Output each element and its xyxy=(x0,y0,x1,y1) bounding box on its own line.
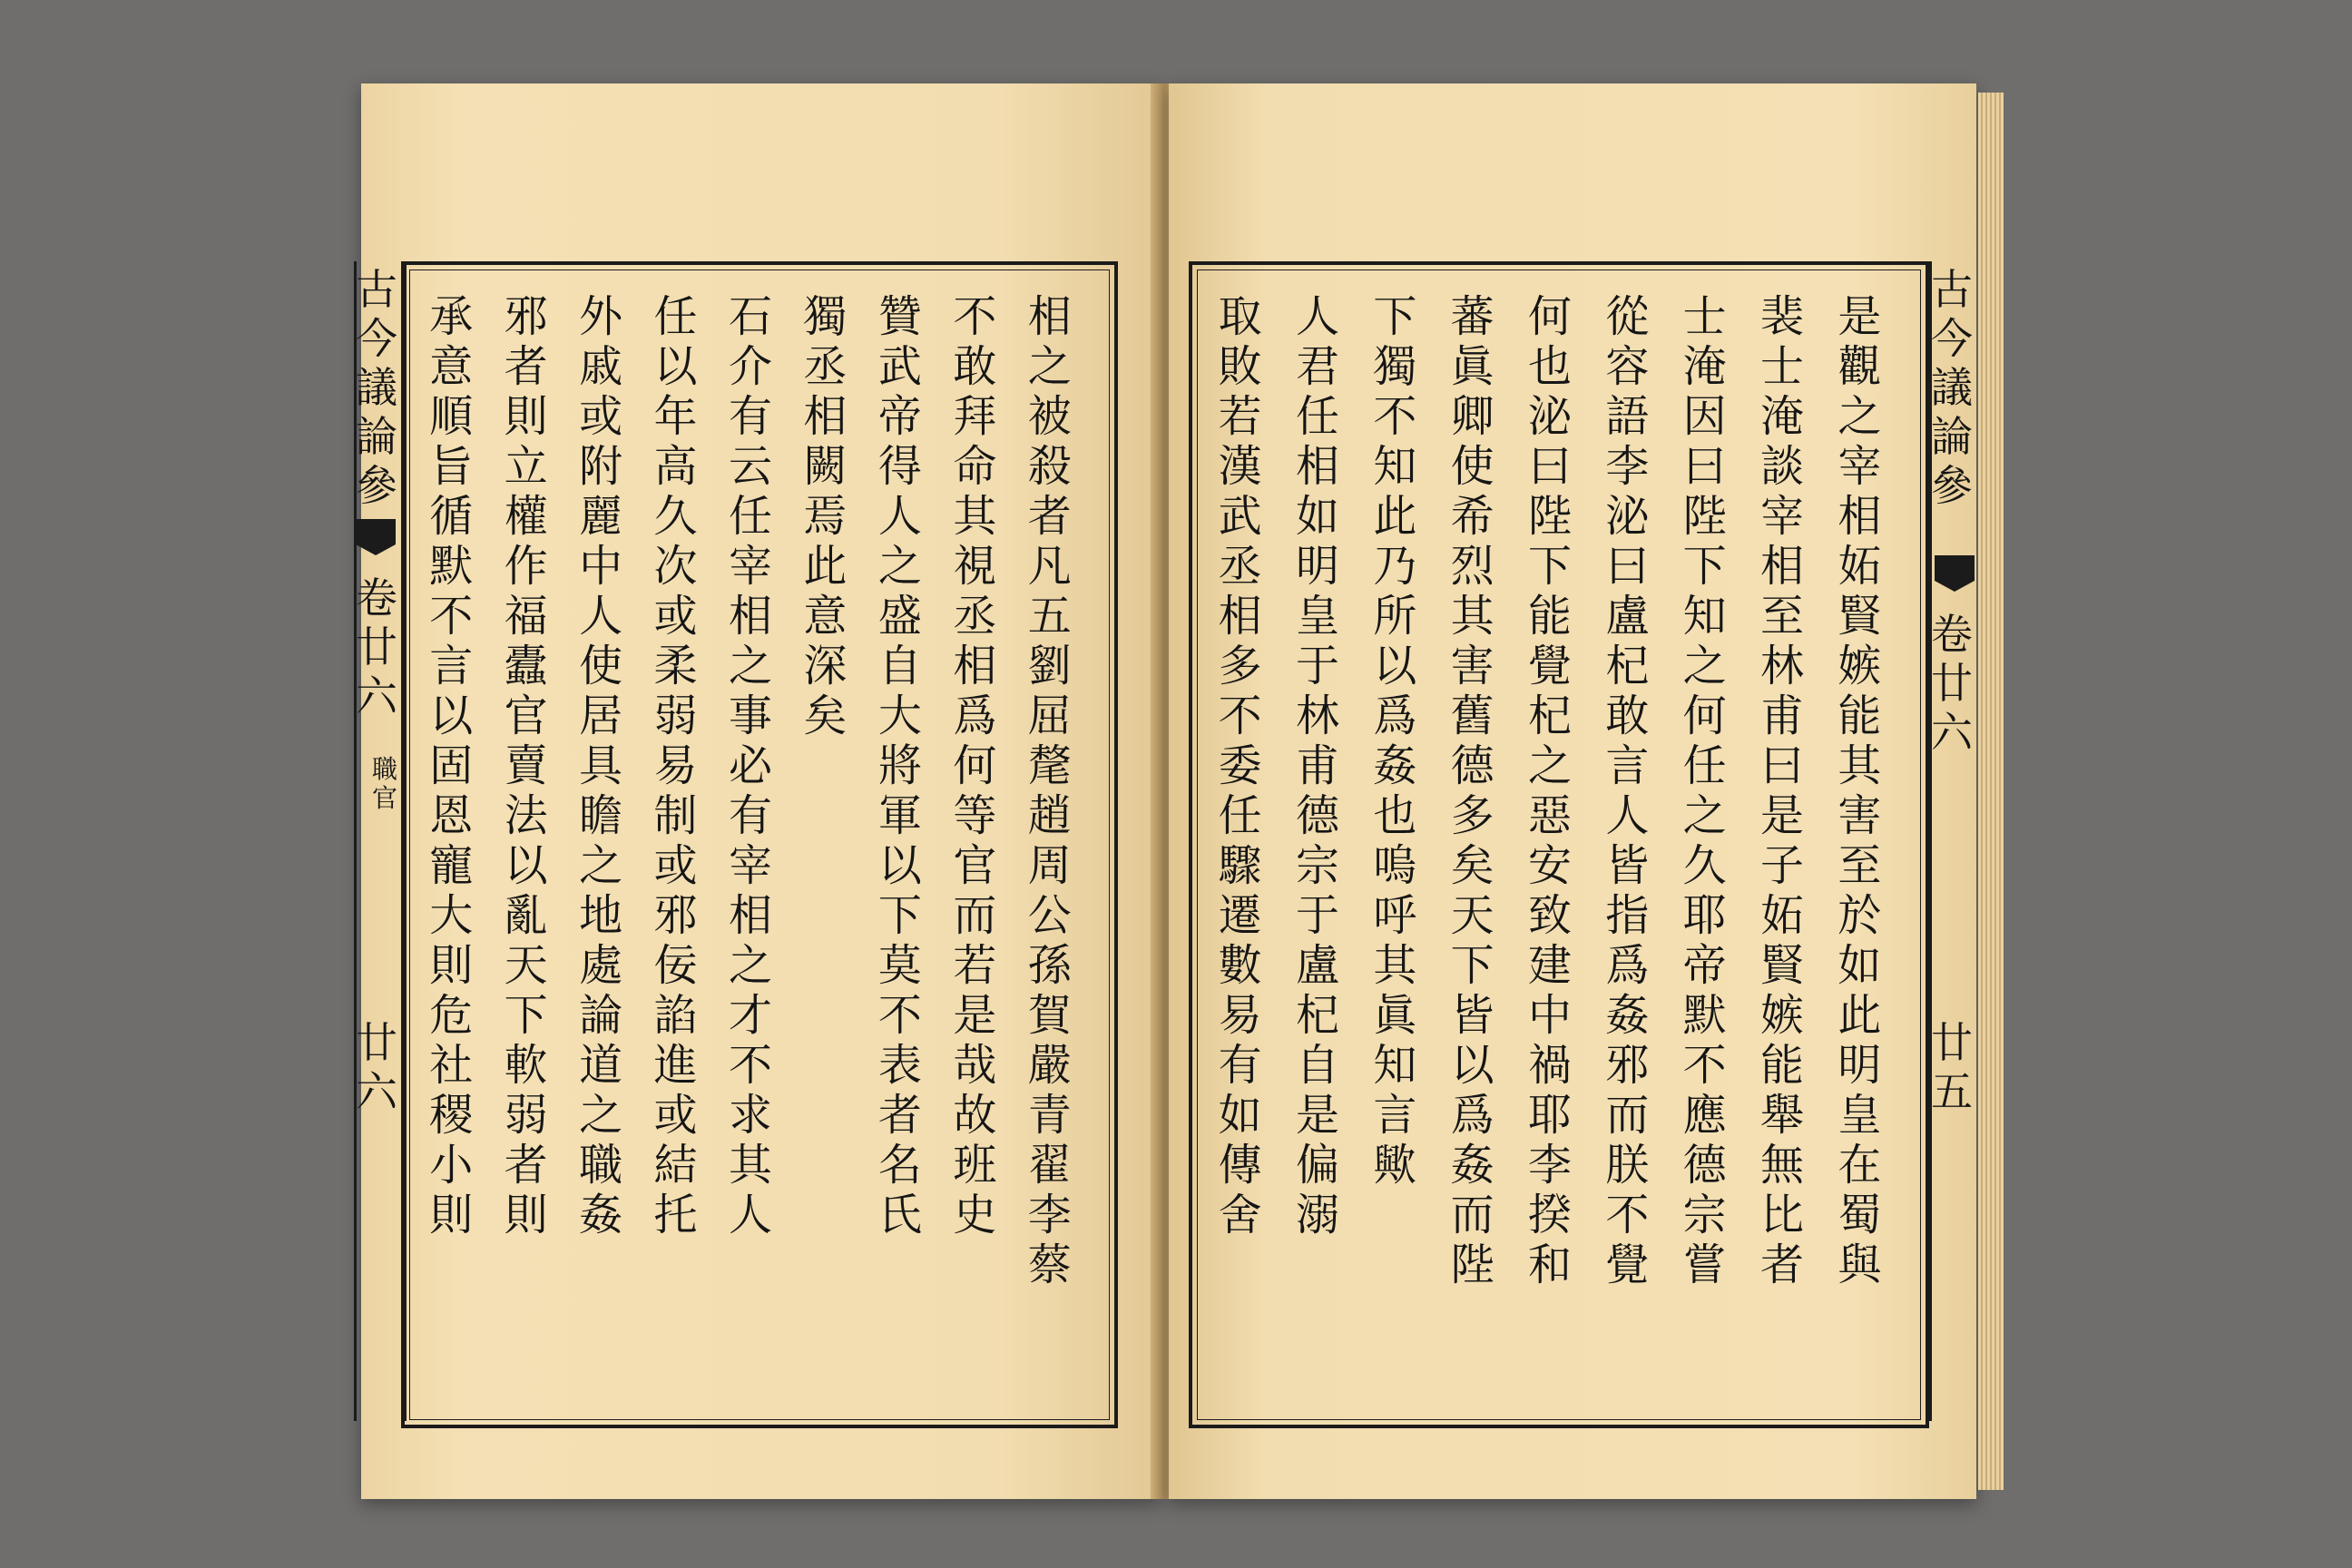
left-section-label: 職 官 xyxy=(372,754,398,813)
text-column: 承 意 順 旨 循 默 不 言 以 固 恩 寵 大 則 危 社 稷 小 則 xyxy=(429,291,474,1240)
right-volume-label: 卷 廿 六 xyxy=(1931,610,1973,757)
text-column: 贊 武 帝 得 人 之 盛 自 大 將 軍 以 下 莫 不 表 者 名 氏 xyxy=(877,291,922,1240)
right-header-title: 古 今 議 論 參 xyxy=(1931,265,1973,510)
text-column: 從 容 語 李 泌 曰 盧 杞 敢 言 人 皆 指 爲 姦 邪 而 朕 不 覺 xyxy=(1605,291,1650,1290)
text-column: 任 以 年 高 久 次 或 柔 弱 易 制 或 邪 佞 諂 進 或 結 托 xyxy=(653,291,698,1240)
open-book xyxy=(356,83,1994,1517)
text-column: 士 淹 因 曰 陛 下 知 之 何 任 之 久 耶 帝 默 不 應 德 宗 嘗 xyxy=(1682,291,1727,1290)
text-column: 是 觀 之 宰 相 妬 賢 嫉 能 其 害 至 於 如 此 明 皇 在 蜀 與 xyxy=(1838,291,1882,1290)
text-column: 下 獨 不 知 此 乃 所 以 爲 姦 也 嗚 呼 其 眞 知 言 歟 xyxy=(1373,291,1417,1191)
text-column: 人 君 任 相 如 明 皇 于 林 甫 德 宗 于 盧 杞 自 是 偏 溺 xyxy=(1295,291,1339,1240)
text-column: 不 敢 拜 命 其 視 丞 相 爲 何 等 官 而 若 是 哉 故 班 史 xyxy=(953,291,997,1240)
text-column: 邪 者 則 立 權 作 福 蠹 官 賣 法 以 亂 天 下 軟 弱 者 則 xyxy=(504,291,548,1240)
right-page xyxy=(1169,83,1976,1499)
text-column: 取 敗 若 漢 武 丞 相 多 不 委 任 驟 遷 數 易 有 如 傳 舍 xyxy=(1218,291,1262,1240)
text-column: 何 也 泌 曰 陛 下 能 覺 杞 之 惡 安 致 建 中 禍 耶 李 揆 和 xyxy=(1527,291,1572,1290)
left-page xyxy=(356,83,1160,1499)
right-text-frame xyxy=(1189,261,1929,1428)
text-column: 獨 丞 相 闕 焉 此 意 深 矣 xyxy=(803,291,848,741)
text-column: 蕃 眞 卿 使 希 烈 其 害 舊 德 多 矣 天 下 皆 以 爲 姦 而 陛 xyxy=(1450,291,1494,1290)
right-folio: 廿 五 xyxy=(1931,1018,1973,1116)
text-column: 相 之 被 殺 者 凡 五 劉 屈 氂 趙 周 公 孫 賀 嚴 青 翟 李 蔡 xyxy=(1027,291,1072,1290)
text-column: 石 介 有 云 任 宰 相 之 事 必 有 宰 相 之 才 不 求 其 人 xyxy=(728,291,772,1240)
left-text-frame xyxy=(401,261,1118,1428)
left-volume-label: 卷 廿 六 xyxy=(356,573,397,720)
text-column: 裴 士 淹 談 宰 相 至 林 甫 曰 是 子 妬 賢 嫉 能 舉 無 比 者 xyxy=(1759,291,1804,1290)
left-folio: 廿 六 xyxy=(356,1018,397,1116)
left-header-title: 古 今 議 論 參 xyxy=(356,265,397,510)
text-column: 外 戚 或 附 麗 中 人 使 居 具 瞻 之 地 處 論 道 之 職 姦 xyxy=(579,291,623,1240)
page-block-edge xyxy=(1978,93,2004,1490)
